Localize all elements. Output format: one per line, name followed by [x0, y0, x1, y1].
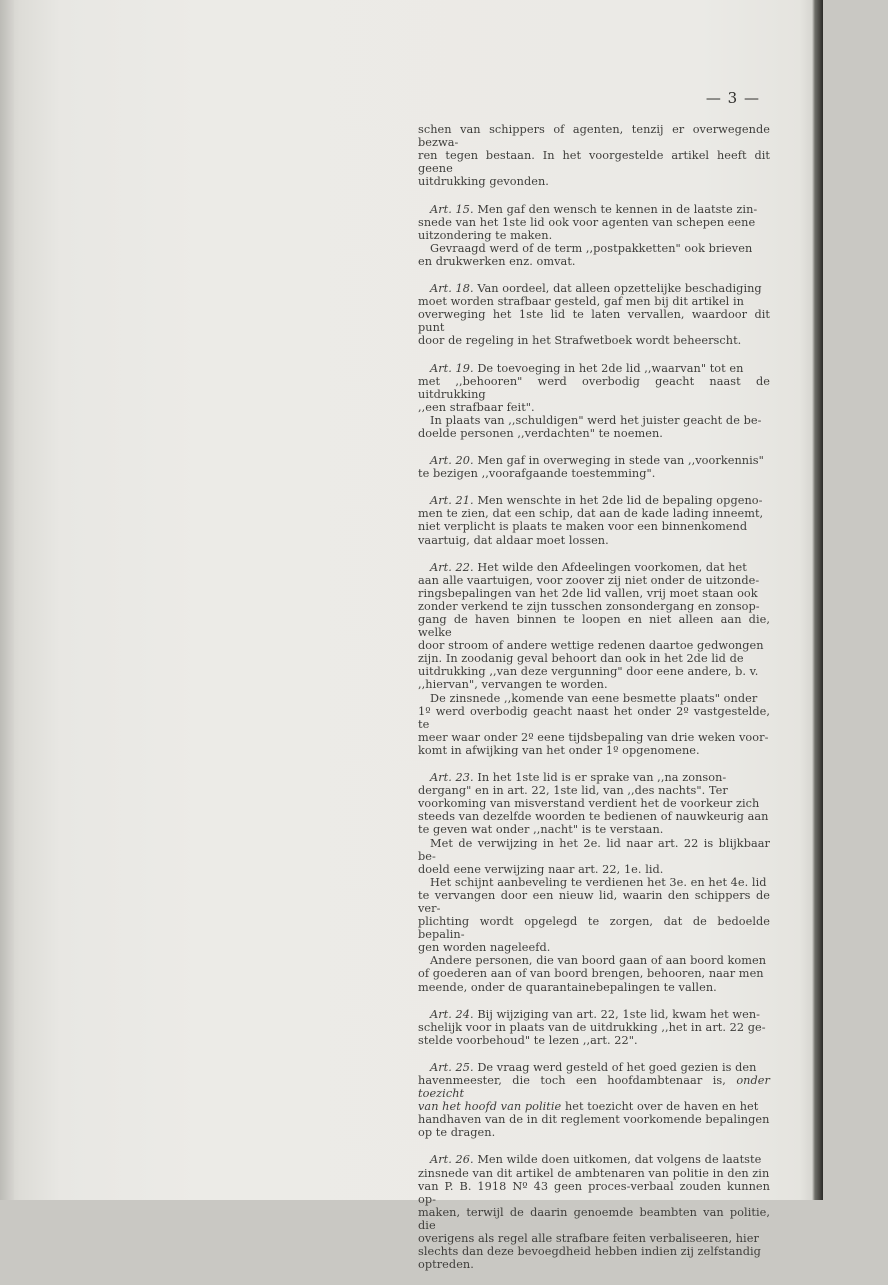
article-label: Art. 18.: [430, 282, 474, 296]
paragraph-art-26: [418, 1153, 770, 1271]
text-line: ,,hiervan", vervangen te worden.: [418, 678, 608, 692]
text-line: ,,een strafbaar feit".: [418, 400, 535, 414]
text-line: doelde personen ,,verdachten" te noemen.: [418, 426, 663, 440]
text-line: of goederen aan of van boord brengen, behooren, naar men: [418, 967, 764, 981]
text-line: plichting wordt opgelegd te zorgen, dat de bedoelde bepalin-: [418, 915, 770, 942]
text-line: door de regeling in het Strafwetboek wordt beheerscht.: [418, 334, 742, 348]
text-line: meende, onder de quarantainebepalingen te vallen.: [418, 980, 717, 994]
text-line: zijn. In zoodanig geval behoort dan ook in het 2de lid de: [418, 652, 744, 666]
text-line: doeld eene verwijzing naar art. 22, 1e. lid.: [418, 862, 664, 876]
text-line: optreden.: [418, 1258, 474, 1272]
page-number: — 3 —: [705, 89, 760, 107]
text-line: uitzondering te maken.: [418, 228, 553, 242]
article-label: Art. 19.: [430, 361, 474, 375]
text-line: Gevraagd werd of de term ,,postpakketten" ook brieven: [430, 241, 753, 255]
article-label: Art. 26.: [430, 1153, 474, 1167]
paragraph-art-25: [418, 1061, 770, 1140]
text-line: [418, 282, 770, 295]
italic-phrase: onder toezicht: [418, 1074, 770, 1101]
article-label: Art. 20.: [430, 454, 474, 468]
text-line: [418, 1074, 770, 1100]
text-line: met ,,behooren" werd overbodig geacht naast de uitdrukking: [418, 374, 770, 401]
text-line-content: havenmeester, die toch een hoofdambtenaar is,: [418, 1074, 726, 1087]
paragraph-art-20: [418, 454, 770, 480]
text-line: moet worden strafbaar gesteld, gaf men bij dit artikel in: [418, 295, 744, 309]
text-line: ren tegen bestaan. In het voorgestelde artikel heeft dit geene: [418, 149, 770, 176]
text-line: overigens als regel alle strafbare feiten verbaliseeren, hier: [418, 1232, 759, 1246]
text-line: gang de haven binnen te loopen en niet alleen aan die, welke: [418, 613, 770, 640]
text-line: van P. B. 1918 Nº 43 geen proces-verbaal zouden kunnen op-: [418, 1179, 770, 1206]
text-line: uitdrukking gevonden.: [418, 175, 549, 189]
text-line-content: De toevoeging in het 2de lid ,,waarvan" tot en: [477, 361, 744, 375]
text-line: men te zien, dat een schip, dat aan de kade lading inneemt,: [418, 507, 764, 521]
text-line: te bezigen ,,voorafgaande toestemming".: [418, 467, 656, 481]
text-line: snede van het 1ste lid ook voor agenten van schepen eene: [418, 215, 756, 229]
text-line: op te dragen.: [418, 1126, 496, 1140]
text-line-content: Men wilde doen uitkomen, dat volgens de laatste: [477, 1153, 762, 1167]
article-label: Art. 23.: [430, 771, 474, 785]
article-label: Art. 25.: [430, 1060, 474, 1074]
text-line: te geven wat onder ,,nacht" is te verstaan.: [418, 823, 664, 837]
text-line: Het schijnt aanbeveling te verdienen het 3e. en het 4e. lid: [430, 875, 767, 889]
page-fold-shadow: [0, 0, 14, 1200]
text-line: De zinsnede ,,komende van eene besmette plaats" onder: [430, 691, 758, 705]
text-line: ringsbepalingen van het 2de lid vallen, vrij moet staan ook: [418, 586, 758, 600]
text-line: [418, 1100, 770, 1113]
paragraph-art-19: [418, 362, 770, 441]
text-line: gen worden nageleefd.: [418, 941, 551, 955]
article-label: Art. 21.: [430, 494, 474, 508]
text-line-content: De vraag werd gesteld of het goed gezien is den: [477, 1060, 757, 1074]
paragraph-continuation: [418, 123, 770, 188]
text-line-content: In het 1ste lid is er sprake van ,,na zonson-: [477, 771, 727, 785]
text-line: schelijk voor in plaats van de uitdrukking ,,het in art. 22 ge-: [418, 1020, 766, 1034]
text-line: uitdrukking ,,van deze vergunning" door eene andere, b. v.: [418, 665, 759, 679]
text-line-content: Men gaf den wensch te kennen in de laatste zin-: [477, 202, 758, 216]
text-line: en drukwerken enz. omvat.: [418, 254, 576, 268]
text-line: aan alle vaartuigen, voor zoover zij niet onder de uitzonde-: [418, 573, 760, 587]
article-label: Art. 15.: [430, 202, 474, 216]
text-line: stelde voorbehoud" te lezen ,,art. 22".: [418, 1033, 638, 1047]
text-line: [418, 203, 770, 216]
text-line: [418, 454, 770, 467]
paragraph-art-23: [418, 771, 770, 994]
text-line-content: Van oordeel, dat alleen opzettelijke beschadiging: [477, 282, 762, 296]
text-line: vaartuig, dat aldaar moet lossen.: [418, 533, 609, 547]
text-line: [418, 494, 770, 507]
text-line: schen van schippers of agenten, tenzij er overwegende bezwa-: [418, 123, 770, 150]
text-line: slechts dan deze bevoegdheid hebben indien zij zelfstandig: [418, 1245, 761, 1259]
text-line: [418, 561, 770, 574]
text-line: komt in afwijking van het onder 1º opgenomene.: [418, 743, 700, 757]
text-line: zinsnede van dit artikel de ambtenaren van politie in den zin: [418, 1166, 770, 1180]
text-line: In plaats van ,,schuldigen" werd het juister geacht de be-: [430, 413, 762, 427]
text-line: voorkoming van misverstand verdient het de voorkeur zich: [418, 797, 760, 811]
text-line: maken, terwijl de daarin genoemde beambten van politie, die: [418, 1205, 770, 1232]
text-line: meer waar onder 2º eene tijdsbepaling van drie weken voor-: [418, 730, 769, 744]
text-line-content: Men gaf in overweging in stede van ,,voorkennis": [477, 454, 764, 468]
text-line: Met de verwijzing in het 2e. lid naar art. 22 is blijkbaar be-: [418, 836, 770, 863]
paragraph-art-18: [418, 282, 770, 347]
text-line: [418, 1061, 770, 1074]
text-line: niet verplicht is plaats te maken voor een binnenkomend: [418, 520, 748, 534]
text-line: overweging het 1ste lid te laten vervallen, waardoor dit punt: [418, 308, 770, 335]
text-line-content: Men wenschte in het 2de lid de bepaling opgeno-: [477, 494, 763, 508]
text-column: [418, 89, 770, 1285]
paragraph-art-24: [418, 1008, 770, 1047]
text-line: [418, 362, 770, 375]
text-line: handhaven van de in dit reglement voorkomende bepalingen: [418, 1113, 770, 1127]
text-line-content: Bij wijziging van art. 22, 1ste lid, kwam het wen-: [477, 1007, 761, 1021]
text-line: zonder verkend te zijn tusschen zonsondergang en zonsop-: [418, 599, 760, 613]
text-line: [418, 1008, 770, 1021]
text-line: Andere personen, die van boord gaan of aan boord komen: [430, 954, 767, 968]
text-line: te vervangen door een nieuw lid, waarin den schippers de ver-: [418, 888, 770, 915]
paragraph-art-22: [418, 561, 770, 757]
article-label: Art. 22.: [430, 560, 474, 574]
text-line-content: het toezicht over de haven en het: [564, 1100, 759, 1114]
paragraph-art-15: [418, 203, 770, 268]
text-line: steeds van dezelfde woorden te bedienen of nauwkeurig aan: [418, 810, 769, 824]
text-line: 1º werd overbodig geacht naast het onder 2º vastgestelde, te: [418, 704, 770, 731]
text-line: door stroom of andere wettige redenen daartoe gedwongen: [418, 639, 764, 653]
text-line: [418, 771, 770, 784]
text-line: [418, 1153, 770, 1166]
paragraph-art-21: [418, 494, 770, 546]
italic-phrase: van het hoofd van politie: [418, 1100, 562, 1114]
article-label: Art. 24.: [430, 1007, 474, 1021]
text-line: dergang" en in art. 22, 1ste lid, van ,,des nachts". Ter: [418, 784, 728, 798]
text-line-content: Het wilde den Afdeelingen voorkomen, dat het: [477, 560, 747, 574]
